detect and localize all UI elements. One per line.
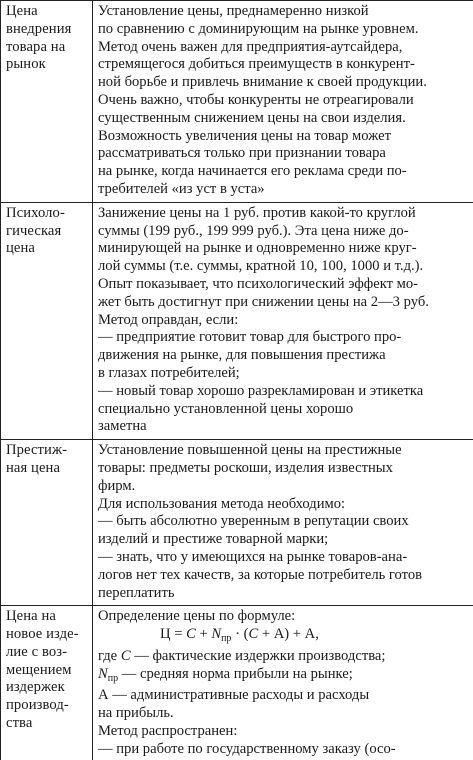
- method-description: Занижение цены на 1 руб. против какой-то круглой суммы (199 руб., 199 999 руб.). Эта цена ниже до- минирующей на рынке и одновременно ниже круг- лой суммы (т.е. суммы, кратной 10, 100, 1000 и т.д.). Опыт показывает, что психологический эффект мо- жет быть достигнут при снижении цены на 2—3 руб. Метод оправдан, если: — предприятие готовит товар для быстрого про- движения на рынке, для повышения престижа в глазах потребителей; — новый товар хорошо разрекламирован и этикетка специально установленной цены хорошо заметна: [98, 204, 429, 435]
- method-name-cell: [1, 202, 93, 439]
- symbol-c: С: [120, 647, 131, 664]
- method-name: Престиж- ная цена: [6, 442, 68, 476]
- formula-mid: · (: [231, 626, 249, 643]
- table-row: [1, 440, 473, 606]
- formula-n: N: [211, 626, 222, 643]
- symbol-n-subscript: пр: [107, 672, 119, 684]
- method-description-cell: [93, 202, 473, 439]
- formula-c: С: [248, 626, 259, 643]
- formula-c: С: [186, 626, 196, 643]
- method-description: Установление цены, преднамеренно низкой по сравнению с доминирующим на рынке уровнем. Метод очень важен для предприятия-аутсайдера, стремящегося добиться преимуществ в конкурент- ной борьбе и привлечь внимание к своей продукции. Очень важно, чтобы конкуренты не отреагировали существенным снижением цены на свои изделия. Возможность увеличения цены на товар может рассматриваться только при признании товара на рынке, когда начинается его реклама среди по- требителей «из уст в уста»: [98, 3, 427, 197]
- table-row: [1, 606, 473, 760]
- method-usage: Метод распространен: — при работе по государственному заказу (осо-: [98, 723, 396, 757]
- formula-n-subscript: пр: [221, 633, 232, 645]
- formula-lhs: Ц =: [160, 626, 187, 643]
- method-description: Установление повышенной цены на престижные товары: предметы роскоши, изделия известных фирм. Для использования метода необходимо: — быть абсолютно уверенным в репутации своих изделий и престиже товарной марки; — знать, что у имеющихся на рынке товаров-ана- логов нет тех качеств, за которые потребитель готов переплатить: [98, 442, 423, 601]
- formula-tail: + А) + А,: [258, 626, 319, 643]
- definition-c: где С — фактические издержки производства;: [98, 647, 386, 664]
- method-name: Психоло- гическая цена: [6, 204, 65, 257]
- table-row: [1, 1, 473, 203]
- method-name-cell: [1, 606, 93, 760]
- table-row: [1, 202, 473, 439]
- method-description-cell: [93, 606, 473, 760]
- definition-a: А — административные расходы и расходы на прибыль.: [98, 687, 370, 722]
- method-name-cell: [1, 440, 93, 606]
- definition-n-text: — средняя норма прибыли на рынке;: [118, 665, 353, 682]
- method-name: Цена на новое изде- лие с воз- мещением издержек производ- ства: [6, 608, 79, 732]
- method-description-cell: [93, 1, 473, 203]
- symbol-n: N: [98, 665, 108, 682]
- method-description-cell: [93, 440, 473, 606]
- method-name: Цена внедрения товара на рынок: [6, 3, 72, 73]
- formula-plus: +: [195, 626, 212, 643]
- method-name-cell: [1, 1, 93, 203]
- formula-intro: Определение цены по формуле:: [98, 608, 296, 625]
- price-formula: [98, 626, 469, 648]
- definition-n: [98, 666, 469, 688]
- definition-c-text: — фактические издержки производства;: [130, 647, 386, 664]
